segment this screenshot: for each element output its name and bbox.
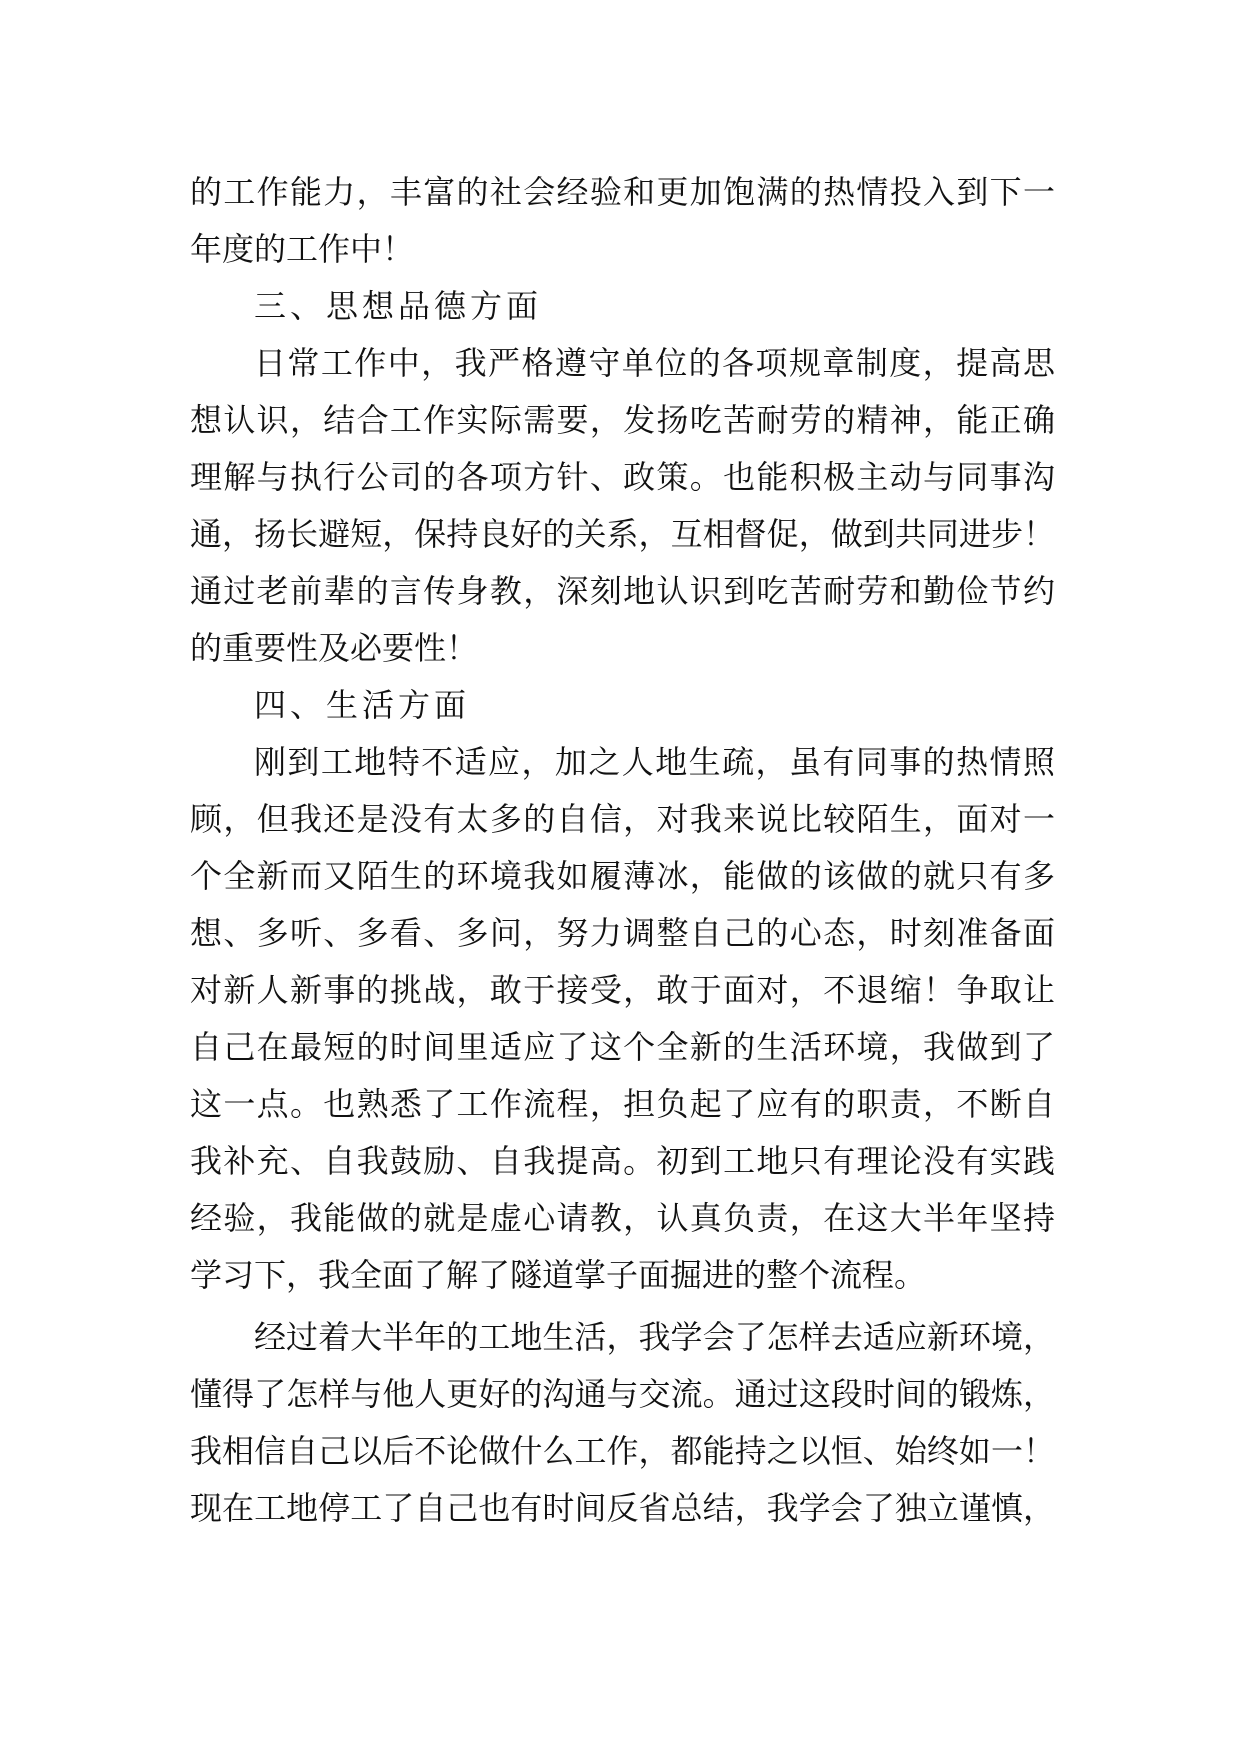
section-heading-4: 四、生活方面	[254, 686, 471, 724]
text-line: 的工作能力，丰富的社会经验和更加饱满的热情投入到下一	[190, 173, 1055, 211]
text-line: 年度的工作中！	[190, 230, 415, 268]
text-line: 经验，我能做的就是虚心请教，认真负责，在这大半年坚持	[190, 1199, 1055, 1237]
paragraph-first-line: 刚到工地特不适应，加之人地生疏，虽有同事的热情照	[254, 743, 1055, 781]
section-heading-3: 三、思想品德方面	[254, 287, 543, 325]
text-line: 这一点。也熟悉了工作流程，担负起了应有的职责，不断自	[190, 1085, 1055, 1123]
text-line: 想、多听、多看、多问，努力调整自己的心态，时刻准备面	[190, 914, 1055, 952]
text-line: 理解与执行公司的各项方针、政策。也能积极主动与同事沟	[190, 458, 1055, 496]
text-line: 个全新而又陌生的环境我如履薄冰，能做的该做的就只有多	[190, 857, 1055, 895]
paragraph-first-line: 日常工作中，我严格遵守单位的各项规章制度，提高思	[254, 344, 1055, 382]
paragraph-first-line: 经过着大半年的工地生活，我学会了怎样去适应新环境，	[254, 1318, 1055, 1356]
text-line: 想认识，结合工作实际需要，发扬吃苦耐劳的精神，能正确	[190, 401, 1055, 439]
text-line: 通，扬长避短，保持良好的关系，互相督促，做到共同进步！	[190, 515, 1055, 553]
text-line: 学习下，我全面了解了隧道掌子面掘进的整个流程。	[190, 1256, 927, 1294]
text-line: 懂得了怎样与他人更好的沟通与交流。通过这段时间的锻炼，	[190, 1375, 1055, 1413]
text-line: 顾，但我还是没有太多的自信，对我来说比较陌生，面对一	[190, 800, 1055, 838]
text-line: 我相信自己以后不论做什么工作，都能持之以恒、始终如一！	[190, 1432, 1055, 1470]
text-line: 通过老前辈的言传身教，深刻地认识到吃苦耐劳和勤俭节约	[190, 572, 1055, 610]
text-line: 自己在最短的时间里适应了这个全新的生活环境，我做到了	[190, 1028, 1055, 1066]
text-line: 现在工地停工了自己也有时间反省总结，我学会了独立谨慎，	[190, 1489, 1055, 1527]
text-line: 我补充、自我鼓励、自我提高。初到工地只有理论没有实践	[190, 1142, 1055, 1180]
text-line: 的重要性及必要性！	[190, 629, 479, 667]
text-line: 对新人新事的挑战，敢于接受，敢于面对，不退缩！争取让	[190, 971, 1055, 1009]
